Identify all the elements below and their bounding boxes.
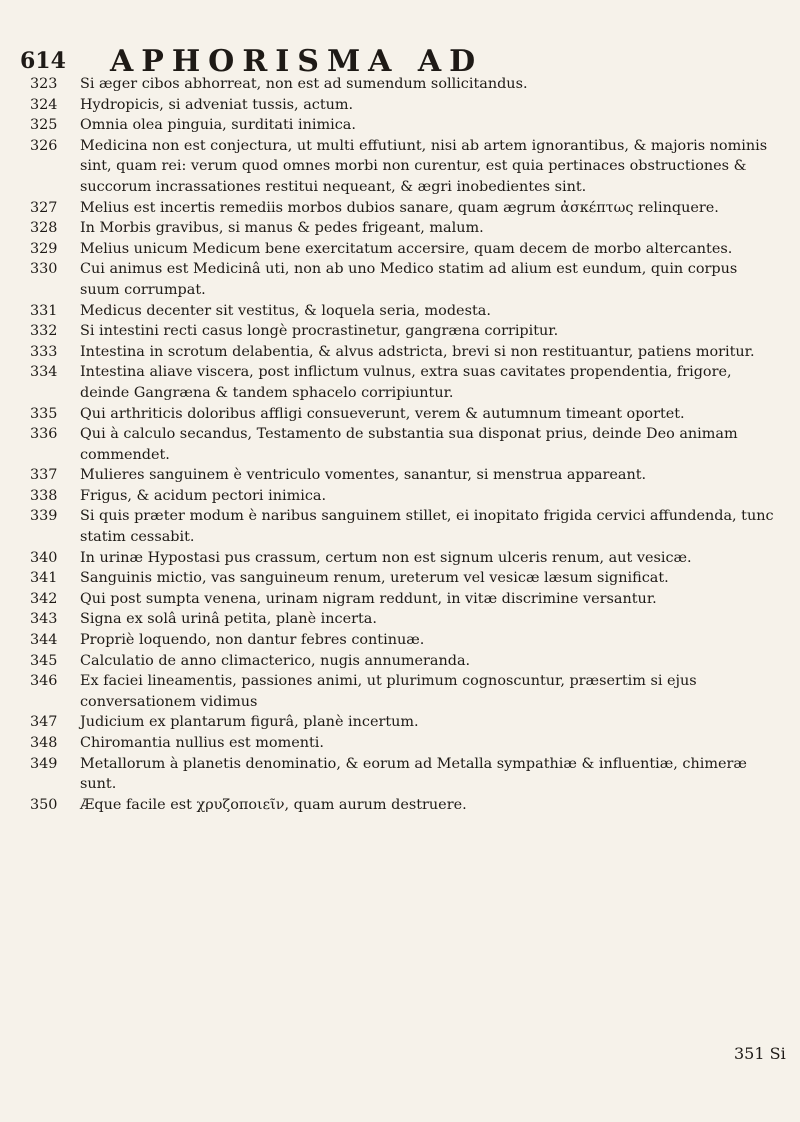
aphorism-text: Judicium ex plantarum figurâ, planè incertum. (80, 714, 419, 731)
aphorism-number: 328 (30, 220, 58, 237)
page-number: 614 (20, 48, 66, 74)
aphorism-number: 340 (30, 549, 58, 566)
aphorism-text: Æque facile est χρυζοποιεῖν, quam aurum destruere. (80, 796, 467, 813)
aphorism-item (30, 74, 774, 95)
aphorism-number: 339 (30, 508, 58, 525)
aphorism-item (30, 733, 774, 754)
aphorism-text: Cui animus est Medicinâ uti, non ab uno Medico statim ad alium est eundum, quin corpus suum corrumpat. (80, 261, 738, 298)
catchword: 351 Si (734, 1044, 786, 1063)
aphorism-number: 330 (30, 261, 58, 278)
aphorism-text: In urinæ Hypostasi pus crassum, certum non est signum ulceris renum, aut vesicæ. (80, 549, 692, 566)
aphorism-text: Propriè loquendo, non dantur febres continuæ. (80, 632, 425, 649)
aphorism-item (30, 95, 774, 116)
aphorism-number: 334 (30, 364, 58, 381)
aphorism-item (30, 486, 774, 507)
aphorism-number: 331 (30, 302, 58, 319)
aphorism-text: Intestina in scrotum delabentia, & alvus adstricta, brevi si non restituantur, patiens moritur. (80, 343, 755, 360)
aphorism-number: 327 (30, 199, 58, 216)
aphorism-text: Si æger cibos abhorreat, non est ad sumendum sollicitandus. (80, 76, 528, 92)
aphorism-item (30, 136, 774, 198)
aphorism-text: Qui arthriticis doloribus affligi consueverunt, verem & autumnum timeant oportet. (80, 405, 685, 422)
aphorism-number: 329 (30, 240, 58, 257)
aphorism-text: In Morbis gravibus, si manus & pedes frigeant, malum. (80, 220, 484, 237)
aphorism-item (30, 259, 774, 300)
aphorism-text: Ex faciei lineamentis, passiones animi, ut plurimum cognoscuntur, præsertim si ejus conversationem vidimus (80, 673, 697, 710)
aphorism-number: 349 (30, 755, 58, 772)
aphorism-number: 338 (30, 487, 58, 504)
aphorism-item (30, 198, 774, 219)
aphorism-item (30, 568, 774, 589)
aphorism-item (30, 424, 774, 465)
aphorism-number: 345 (30, 652, 58, 669)
aphorism-list (30, 74, 774, 815)
aphorism-text: Calculatio de anno climacterico, nugis annumeranda. (80, 652, 471, 669)
aphorism-number: 324 (30, 96, 58, 113)
aphorism-item (30, 115, 774, 136)
aphorism-text: Melius est incertis remediis morbos dubios sanare, quam ægrum ἀσκέπτως relinquere. (80, 199, 719, 216)
aphorism-number: 341 (30, 570, 58, 587)
aphorism-item (30, 404, 774, 425)
aphorism-text: Si intestini recti casus longè procrastinetur, gangræna corripitur. (80, 323, 559, 340)
aphorism-number: 343 (30, 611, 58, 628)
aphorism-item (30, 362, 774, 403)
aphorism-number: 336 (30, 426, 58, 443)
aphorism-number: 325 (30, 117, 58, 134)
aphorism-text: Sanguinis mictio, vas sanguineum renum, ureterum vel vesicæ læsum significat. (80, 570, 669, 587)
aphorism-item (30, 342, 774, 363)
aphorism-item (30, 506, 774, 547)
aphorism-item (30, 465, 774, 486)
aphorism-text: Si quis præter modum è naribus sanguinem stillet, ei inopitato frigida cervici affundenda, tunc statim cessabit. (80, 508, 774, 546)
aphorism-number: 333 (30, 343, 58, 360)
aphorism-text: Signa ex solâ urinâ petita, planè incerta. (80, 611, 377, 628)
aphorism-number: 347 (30, 714, 58, 731)
aphorism-item (30, 548, 774, 569)
aphorism-item (30, 218, 774, 239)
aphorism-text: Frigus, & acidum pectori inimica. (80, 487, 327, 504)
running-title: APHORISMA AD (110, 44, 484, 79)
aphorism-text: Metallorum à planetis denominatio, & eorum ad Metalla sympathiæ & influentiæ, chimeræ sunt. (80, 755, 747, 793)
aphorism-number: 342 (30, 590, 58, 607)
aphorism-text: Qui post sumpta venena, urinam nigram reddunt, in vitæ discrimine versantur. (80, 590, 657, 607)
aphorism-item (30, 239, 774, 260)
aphorism-number: 335 (30, 405, 58, 422)
aphorism-item (30, 754, 774, 795)
aphorism-item (30, 301, 774, 322)
aphorism-text: Melius unicum Medicum bene exercitatum accersire, quam decem de morbo altercantes. (80, 240, 733, 257)
aphorism-item (30, 651, 774, 672)
aphorism-item (30, 630, 774, 651)
aphorism-item (30, 321, 774, 342)
aphorism-number: 344 (30, 632, 58, 649)
aphorism-text: Qui à calculo secandus, Testamento de substantia sua disponat prius, deinde Deo animam commendet. (80, 426, 738, 463)
aphorism-number: 350 (30, 796, 58, 813)
aphorism-item (30, 671, 774, 712)
aphorism-number: 337 (30, 467, 58, 484)
aphorism-text: Mulieres sanguinem è ventriculo vomentes, sanantur, si menstrua appareant. (80, 467, 647, 484)
aphorism-item (30, 712, 774, 733)
aphorism-number: 323 (30, 76, 58, 92)
aphorism-text: Medicina non est conjectura, ut multi effutiunt, nisi ab artem ignorantibus, & majoris nominis sint, quam rei: verum quod omnes morbi non curentur, est quia pertinaces obstructiones & succorum incrassationes restitui nequeant, & ægri inobedientes sint. (80, 137, 768, 195)
aphorism-text: Chiromantia nullius est momenti. (80, 735, 324, 751)
aphorism-item (30, 795, 774, 816)
aphorism-number: 332 (30, 323, 58, 340)
aphorism-text: Medicus decenter sit vestitus, & loquela seria, modesta. (80, 302, 491, 319)
aphorism-number: 326 (30, 137, 58, 154)
aphorism-text: Intestina aliave viscera, post inflictum vulnus, extra suas cavitates propendentia, frigore, deinde Gangræna & tandem sphacelo corripiuntur. (80, 364, 732, 401)
aphorism-text: Omnia olea pinguia, surditati inimica. (80, 117, 356, 134)
aphorism-item (30, 589, 774, 610)
aphorism-number: 348 (30, 735, 58, 751)
aphorism-number: 346 (30, 673, 58, 690)
aphorism-text: Hydropicis, si adveniat tussis, actum. (80, 96, 354, 113)
aphorism-item (30, 609, 774, 630)
